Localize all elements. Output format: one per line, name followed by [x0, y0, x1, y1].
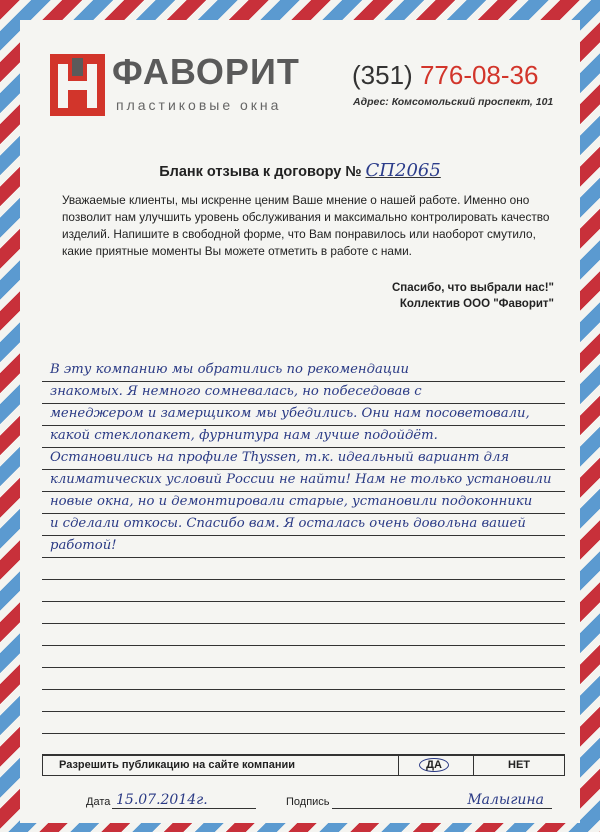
review-line — [42, 646, 565, 668]
review-line — [42, 602, 565, 624]
intro-text: Уважаемые клиенты, мы искренне ценим Ваше мнение о нашей работе. Именно оно позволит нам улучшить уровень обслуживания и максимально контролировать качество изделий. Напишите в свободной форме, что Вам понравилось или наоборот смутило, какие приятные моменты Вы можете отметить в работе с нами. — [62, 193, 550, 258]
date-value: 15.07.2014г. — [112, 792, 256, 809]
form-footer — [20, 792, 580, 822]
review-line — [42, 712, 565, 734]
review-line: В эту компанию мы обратились по рекомендации — [42, 360, 565, 382]
brand-tagline: пластиковые окна — [116, 97, 282, 113]
permission-no-label: НЕТ — [508, 759, 530, 771]
contract-number: СП2065 — [365, 160, 441, 181]
review-line — [42, 558, 565, 580]
permission-no-option[interactable] — [473, 755, 564, 775]
form-title-text: Бланк отзыва к договору № — [159, 164, 362, 180]
publication-permission-row — [42, 754, 565, 776]
form-title — [20, 160, 580, 181]
company-address: Адрес: Комсомольский проспект, 101 — [353, 96, 554, 108]
company-signature-line: Коллектив ООО "Фаворит" — [399, 298, 554, 310]
form-body — [20, 20, 580, 823]
permission-yes-label: ДА — [419, 758, 449, 772]
review-line: работой! — [42, 536, 565, 558]
review-line: Остановились на профиле Thyssen, т.к. идеальный вариант для — [42, 448, 565, 470]
date-label: Дата — [86, 796, 111, 808]
thanks-block — [392, 280, 554, 312]
review-line — [42, 734, 565, 756]
review-line: новые окна, но и демонтировали старые, установили подоконники — [42, 492, 565, 514]
review-line: климатических условий России не найти! Нам не только установили — [42, 470, 565, 492]
review-line: знакомых. Я немного сомневалась, но побеседовав с — [42, 382, 565, 404]
phone-digits: 776-08-36 — [419, 60, 539, 90]
phone-number — [352, 62, 538, 88]
review-line — [42, 690, 565, 712]
signature-value: Малыгина — [332, 792, 552, 809]
review-lines — [42, 360, 565, 756]
review-line — [42, 624, 565, 646]
thanks-line: Спасибо, что выбрали нас!" — [391, 282, 554, 294]
publication-permission-label: Разрешить публикацию на сайте компании — [59, 759, 296, 771]
signature-label: Подпись — [286, 796, 330, 808]
review-line — [42, 668, 565, 690]
permission-yes-option[interactable] — [398, 755, 469, 775]
brand-name: ФАВОРИТ — [112, 51, 300, 92]
review-line: менеджером и замерщиком мы убедились. Они нам посоветовали, — [42, 404, 565, 426]
phone-code: (351) — [352, 60, 413, 90]
review-line — [42, 580, 565, 602]
review-line: какой стеклопакет, фурнитура нам лучше подойдёт. — [42, 426, 565, 448]
review-line: и сделали откосы. Спасибо вам. Я осталась очень довольна вашей — [42, 514, 565, 536]
favorit-logo-icon — [50, 54, 105, 116]
